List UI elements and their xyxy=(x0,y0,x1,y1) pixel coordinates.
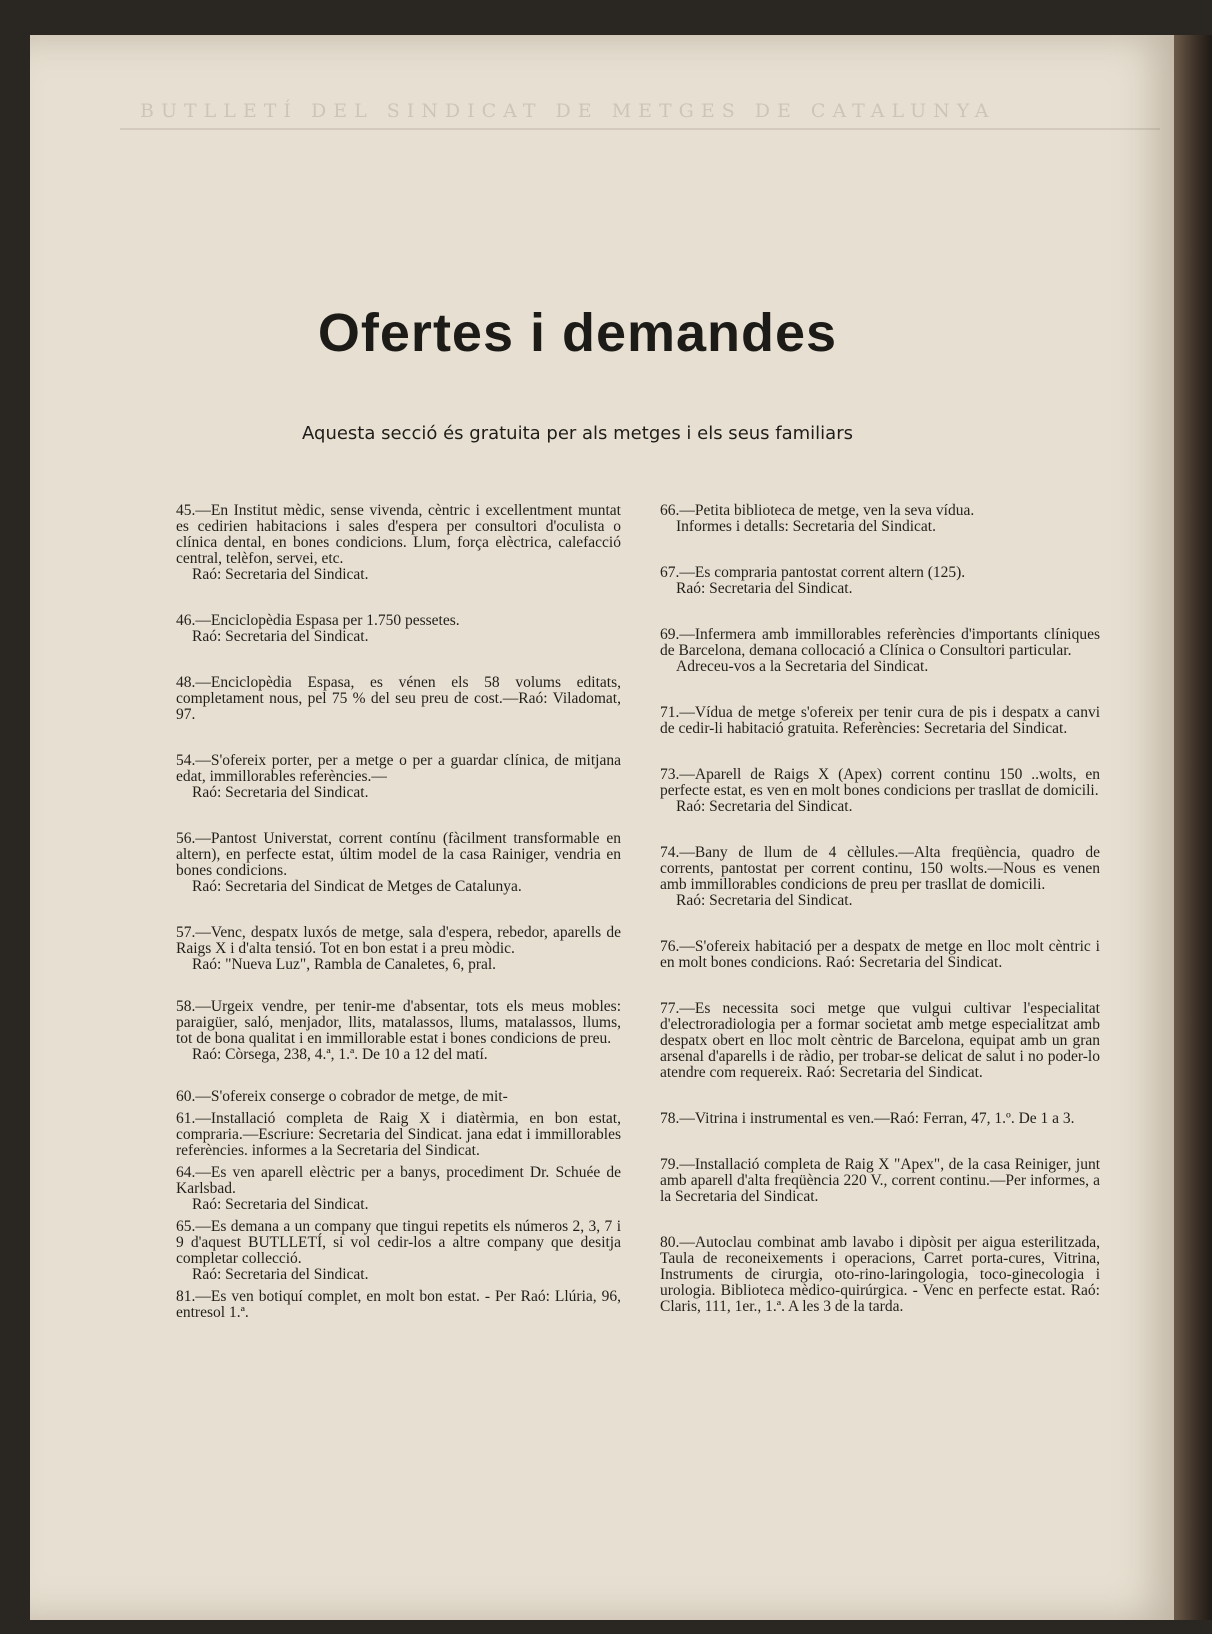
header-rule xyxy=(120,128,1160,130)
ad-contact: Raó: Secretaria del Sindicat. xyxy=(676,892,853,909)
classified-ad xyxy=(176,1219,621,1283)
classified-ad xyxy=(660,627,1100,675)
ad-text: 61.—Installació completa de Raig X i diatèrmia, en bon estat, compraria.—Escriure: Secretaria del Sindicat. jana edat i immillorables referències. informes a la Secretaria del Sindicat. xyxy=(176,1110,621,1159)
ad-text: 80.—Autoclau combinat amb lavabo i dipòsit per aigua esterilitzada, Taula de reconeixements i operacions, Carret porta-cures, Vitrina, Instruments de cirurgia, oto-rino-laringologia, toco-ginecologia i urologia. Biblioteca mèdico-quirúrgica. - Venc en perfecte estat. Raó: Claris, 111, 1er., 1.ª. A les 3 de la tarda. xyxy=(660,1234,1100,1315)
classified-ad xyxy=(660,1235,1100,1315)
ad-text: 65.—Es demana a un company que tingui repetits els números 2, 3, 7 i 9 d'aquest BUTLLETÍ, si vol cedir-los a altre company que desitja completar collecció. xyxy=(176,1218,621,1267)
ad-contact: Raó: Secretaria del Sindicat. xyxy=(192,566,369,583)
ad-text: 45.—En Institut mèdic, sense vivenda, cèntric i excellentment muntat es cedirien habitacions i sales d'espera per consultori d'oculista o clínica dental, en bones condicions. Llum, força elèctrica, calefacció central, telèfon, servei, etc. xyxy=(176,502,621,567)
left-column xyxy=(176,503,621,1321)
classified-ad xyxy=(660,1111,1100,1127)
ad-contact: Raó: Secretaria del Sindicat. xyxy=(192,784,369,801)
classified-ad xyxy=(660,1157,1100,1205)
ad-text: 48.—Enciclopèdia Espasa, es vénen els 58 volums editats, completament nous, pel 75 % del seu preu de cost.—Raó: Viladomat, 97. xyxy=(176,674,621,723)
ad-text: 66.—Petita biblioteca de metge, ven la seva vídua. xyxy=(660,502,975,519)
classified-ad xyxy=(176,503,621,583)
ad-text: 54.—S'ofereix porter, per a metge o per a guardar clínica, de mitjana edat, immillorables referències.— xyxy=(176,752,621,785)
classified-ad xyxy=(660,767,1100,815)
ad-contact: Raó: Còrsega, 238, 4.ª, 1.ª. De 10 a 12 del matí. xyxy=(192,1046,488,1063)
ad-text: 60.—S'ofereix conserge o cobrador de metge, de mit- xyxy=(176,1088,508,1105)
ad-contact: Raó: Secretaria del Sindicat. xyxy=(676,798,853,815)
ad-text: 78.—Vitrina i instrumental es ven.—Raó: Ferran, 47, 1.º. De 1 a 3. xyxy=(660,1110,1075,1127)
ad-text: 81.—Es ven botiquí complet, en molt bon estat. - Per Raó: Llúria, 96, entresol 1.ª. xyxy=(176,1288,621,1321)
classified-ad xyxy=(660,705,1100,737)
classified-ad xyxy=(176,1089,621,1105)
ad-text: 71.—Vídua de metge s'ofereix per tenir cura de pis i despatx a canvi de cedir-li habitació gratuita. Referències: Secretaria del Sindicat. xyxy=(660,704,1100,737)
classified-ad xyxy=(660,845,1100,909)
classified-ad xyxy=(176,831,621,895)
ad-contact: Raó: "Nueva Luz", Rambla de Canaletes, 6, pral. xyxy=(192,956,497,973)
ad-text: 64.—Es ven aparell elèctric per a banys, procediment Dr. Schuée de Karlsbad. xyxy=(176,1164,621,1197)
classified-ad xyxy=(176,925,621,973)
ad-text: 79.—Installació completa de Raig X "Apex", de la casa Reiniger, junt amb aparell d'alta freqüència 220 V., corrent continu.—Per informes, a la Secretaria del Sindicat. xyxy=(660,1156,1100,1205)
ad-text: 69.—Infermera amb immillorables referències d'importants clíniques de Barcelona, demana collocació a Clínica o Consultori particular. xyxy=(660,626,1100,659)
classified-ad xyxy=(176,613,621,645)
ad-text: 46.—Enciclopèdia Espasa per 1.750 pessetes. xyxy=(176,612,460,629)
classified-ad xyxy=(176,675,621,723)
book-spine xyxy=(1174,35,1212,1620)
ad-text: 58.—Urgeix vendre, per tenir-me d'absentar, tots els meus mobles: paraigüer, saló, menjador, llits, matalassos, llums, matalassos, llums, tot de bona qualitat i en immillorable estat i bones condicions de preu. xyxy=(176,998,621,1047)
ad-text: 74.—Bany de llum de 4 cèllules.—Alta freqüència, quadro de corrents, pantostat per corrent continu, 150 wolts.—Nous es venen amb immillorables condicions de preu per trasllat de domicili. xyxy=(660,844,1100,893)
ad-text: 73.—Aparell de Raigs X (Apex) corrent continu 150 ..wolts, en perfecte estat, es ven en molt bones condicions per trasllat de domicili. xyxy=(660,766,1100,799)
ad-contact: Raó: Secretaria del Sindicat. xyxy=(192,1266,369,1283)
classified-ad xyxy=(660,565,1100,597)
right-column xyxy=(660,503,1100,1315)
classified-ad xyxy=(176,1289,621,1321)
classified-ad xyxy=(176,1111,621,1159)
ad-contact: Raó: Secretaria del Sindicat. xyxy=(192,1196,369,1213)
ad-contact: Raó: Secretaria del Sindicat. xyxy=(192,628,369,645)
section-subtitle: Aquesta secció és gratuita per als metges i els seus familiars xyxy=(302,423,853,444)
classified-ad xyxy=(660,503,1100,535)
ad-text: 57.—Venc, despatx luxós de metge, sala d'espera, rebedor, aparells de Raigs X i d'alta tensió. Tot en bon estat i a preu mòdic. xyxy=(176,924,621,957)
classified-ad xyxy=(176,999,621,1063)
ad-text: 67.—Es compraria pantostat corrent altern (125). xyxy=(660,564,966,581)
ad-text: 77.—Es necessita soci metge que vulgui cultivar l'especialitat d'electroradiologia per a formar societat amb metge especialitzat amb despatx obert en lloc molt cèntric de Barcelona, equipat amb un gran arsenal d'aparells i de ràdio, per trobar-se delicat de salut i no poder-lo atendre com requereix. Raó: Secretaria del Sindicat. xyxy=(660,1000,1100,1081)
ad-contact: Adreceu-vos a la Secretaria del Sindicat. xyxy=(676,658,929,675)
classified-ad xyxy=(176,1165,621,1213)
classified-ad xyxy=(660,1001,1100,1081)
classified-ad xyxy=(176,753,621,801)
section-title: Ofertes i demandes xyxy=(317,303,838,363)
running-header: BUTLLETÍ DEL SINDICAT DE METGES DE CATALUNYA xyxy=(140,100,996,122)
ad-contact: Informes i detalls: Secretaria del Sindicat. xyxy=(676,518,936,535)
ad-text: 76.—S'ofereix habitació per a despatx de metge en lloc molt cèntric i en molt bones condicions. Raó: Secretaria del Sindicat. xyxy=(660,938,1100,971)
classified-ad xyxy=(660,939,1100,971)
ad-contact: Raó: Secretaria del Sindicat de Metges de Catalunya. xyxy=(192,878,522,895)
ad-contact: Raó: Secretaria del Sindicat. xyxy=(676,580,853,597)
ad-text: 56.—Pantost Universtat, corrent contínu (fàcilment transformable en altern), en perfecte estat, últim model de la casa Rainiger, vendria en bones condicions. xyxy=(176,830,621,879)
